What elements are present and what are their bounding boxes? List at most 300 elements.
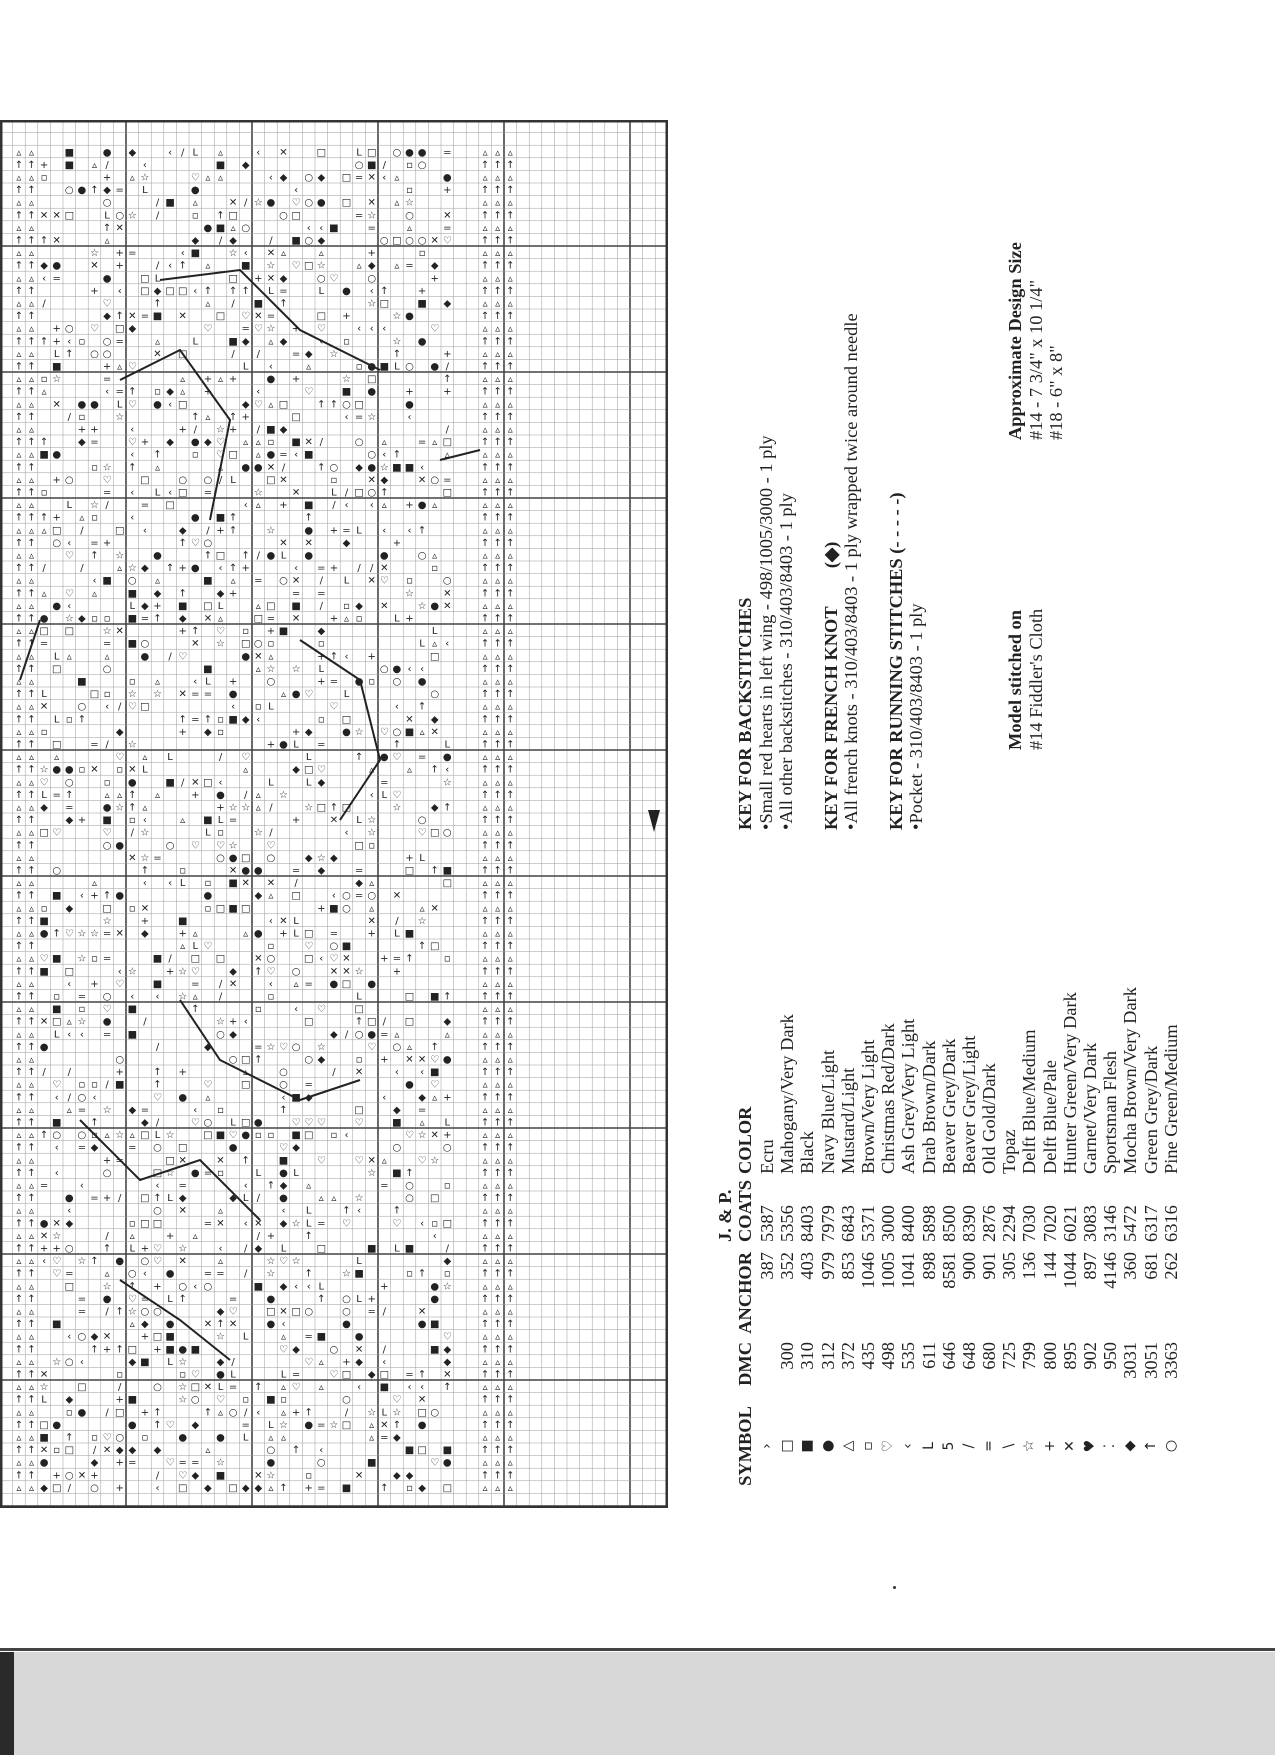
stitch-symbol: ▵	[28, 273, 35, 285]
stitch-symbol: ▵	[28, 197, 35, 209]
stitch-symbol: ▫	[330, 1130, 338, 1142]
stitch-symbol: ▵	[482, 676, 488, 688]
stitch-symbol: +	[165, 966, 175, 978]
stitch-symbol: ♡	[316, 1004, 326, 1016]
stitch-symbol: ☆	[354, 1193, 364, 1205]
anchor-cell: 136	[1019, 1252, 1040, 1280]
stitch-symbol: ↑	[65, 1432, 74, 1444]
stitch-symbol: □	[291, 411, 301, 423]
stitch-symbol: ▵	[28, 1004, 35, 1016]
stitch-symbol: ▵	[507, 676, 513, 688]
stitch-symbol: ☆	[342, 1268, 351, 1280]
stitch-symbol: ○	[417, 159, 427, 171]
stitch-symbol: ↑	[493, 336, 502, 348]
stitch-symbol: ▵	[154, 676, 161, 688]
stitch-symbol: ○	[153, 1306, 162, 1318]
stitch-symbol: =	[216, 1268, 225, 1280]
color-name-cell: Drab Brown/Dark	[918, 1040, 939, 1174]
table-row	[1060, 874, 1080, 1490]
stitch-symbol: ☆	[291, 1256, 301, 1268]
stitch-symbol: ◆	[367, 1369, 376, 1381]
stitch-symbol: ✕	[354, 1470, 364, 1482]
stitch-symbol: ↑	[480, 1167, 490, 1179]
stitch-symbol: ✕	[380, 600, 389, 612]
stitch-symbol: ●	[253, 928, 263, 940]
stitch-symbol: ▫	[103, 777, 111, 789]
stitch-symbol: ☆	[140, 827, 150, 839]
stitch-symbol: ▵	[369, 764, 375, 776]
stitch-symbol: □	[152, 1218, 163, 1230]
stitch-symbol: ▵	[495, 676, 501, 688]
stitch-symbol: ↑	[27, 1041, 36, 1053]
stitch-symbol: ♡	[304, 386, 314, 398]
stitch-symbol: ☆	[266, 1256, 276, 1268]
stitch-symbol: ▫	[103, 613, 111, 625]
stitch-symbol: ▵	[482, 903, 488, 915]
stitch-symbol: =	[291, 348, 301, 360]
stitch-symbol: ◆	[380, 474, 389, 486]
stitch-symbol: ●	[102, 147, 112, 159]
stitch-symbol: ↑	[506, 260, 515, 272]
stitch-symbol: □	[177, 348, 188, 360]
stitch-symbol: ♡	[216, 1394, 225, 1406]
stitch-symbol: ▵	[268, 336, 274, 348]
stitch-symbol: ▫	[317, 638, 325, 650]
stitch-symbol: ▫	[418, 248, 426, 260]
stitch-symbol: ♡	[52, 827, 62, 839]
stitch-symbol: ○	[354, 159, 364, 171]
stitch-symbol: ▵	[495, 878, 501, 890]
stitch-symbol: ▵	[16, 978, 22, 990]
symbol-cell: ›	[759, 1443, 775, 1449]
stitch-symbol: ↑	[493, 1419, 502, 1431]
stitch-symbol: ✕	[443, 588, 452, 600]
stitch-symbol: ♡	[52, 1256, 62, 1268]
stitch-symbol: ‹	[168, 399, 173, 411]
stitch-symbol: =	[140, 500, 150, 512]
stitch-symbol: ▵	[28, 676, 35, 688]
stitch-symbol: □	[303, 928, 314, 940]
stitch-symbol: ↑	[480, 210, 490, 222]
stitch-symbol: ↑	[14, 1142, 24, 1154]
stitch-symbol: □	[442, 437, 453, 449]
stitch-symbol: ▵	[104, 651, 110, 663]
stitch-symbol: ■	[165, 777, 175, 789]
stitch-symbol: ‹	[67, 1029, 72, 1041]
stitch-symbol: ↑	[203, 714, 213, 726]
symbol-cell: +	[1041, 1440, 1058, 1452]
stitch-notes	[735, 110, 927, 830]
stitch-symbol: ‹	[319, 953, 324, 965]
jp-coats-cell: 7979	[817, 1205, 838, 1242]
dmc-cell: 611	[918, 1342, 939, 1369]
stitch-symbol: ◆	[65, 815, 74, 827]
stitch-symbol: =	[392, 953, 402, 965]
stitch-symbol: □	[152, 1331, 163, 1343]
design-size-line: #18 - 6" x 8"	[1046, 345, 1066, 440]
stitch-symbol: ✕	[266, 462, 276, 474]
stitch-symbol: ○	[102, 840, 112, 852]
stitch-symbol: L	[356, 525, 362, 537]
stitch-symbol: ●	[241, 865, 251, 877]
stitch-symbol: ↑	[279, 1482, 288, 1494]
stitch-symbol: ▵	[482, 600, 488, 612]
stitch-symbol: ▵	[280, 1331, 287, 1343]
stitch-symbol: ♡	[64, 928, 74, 940]
stitch-symbol: ☆	[102, 1104, 112, 1116]
stitch-symbol: ▫	[217, 827, 224, 839]
stitch-symbol: ↑	[480, 890, 490, 902]
stitch-symbol: ■	[442, 1445, 453, 1457]
stitch-symbol: □	[429, 941, 440, 953]
stitch-symbol: ↑	[493, 1369, 502, 1381]
stitch-symbol: □	[341, 1419, 352, 1431]
stitch-symbol: ○	[127, 575, 137, 587]
stitch-symbol: ◆	[443, 1016, 452, 1028]
stitch-symbol: ●	[430, 1281, 440, 1293]
stitch-symbol: ♡	[329, 953, 339, 965]
stitch-symbol: ‹	[306, 222, 311, 234]
stitch-symbol: ↑	[493, 210, 502, 222]
stitch-symbol: ↑	[392, 739, 402, 751]
stitch-symbol: ▵	[482, 726, 488, 738]
stitch-symbol: =	[140, 1293, 150, 1305]
stitch-symbol: ☆	[102, 915, 112, 927]
color-name-cell: Christmas Red/Dark	[878, 1023, 899, 1174]
stitch-symbol: ◆	[292, 764, 300, 776]
stitch-symbol: ▵	[16, 348, 22, 360]
stitch-symbol: ↑	[493, 764, 502, 776]
stitch-symbol: ↑	[128, 802, 137, 814]
stitch-symbol: ‹	[407, 1382, 412, 1394]
stitch-symbol: ●	[291, 689, 301, 701]
stitch-symbol: ▵	[104, 235, 110, 247]
stitch-symbol: L	[356, 1293, 362, 1305]
stitch-symbol: ■	[291, 1130, 301, 1142]
stitch-symbol: ↑	[14, 210, 24, 222]
stitch-symbol: L	[53, 348, 60, 360]
stitch-symbol: ♡	[279, 1256, 288, 1268]
stitch-symbol: □	[316, 147, 327, 159]
stitch-symbol: ○	[253, 638, 263, 650]
stitch-symbol: ◆	[229, 1193, 237, 1205]
stitch-symbol: ○	[140, 1256, 150, 1268]
stitch-symbol: □	[64, 966, 75, 978]
stitch-symbol: ☆	[329, 348, 339, 360]
stitch-symbol: L	[230, 474, 236, 486]
stitch-symbol: ●	[241, 462, 251, 474]
stitch-symbol: ☆	[392, 802, 402, 814]
stitch-symbol: ○	[342, 1293, 351, 1305]
stitch-symbol: ▵	[28, 1130, 35, 1142]
stitch-symbol: ▵	[482, 852, 488, 864]
stitch-symbol: □	[127, 1344, 138, 1356]
stitch-symbol: ▵	[482, 878, 488, 890]
color-name-cell: Old Gold/Dark	[979, 1063, 1000, 1174]
stitch-symbol: ↑	[480, 487, 490, 499]
stitch-symbol: ↑	[14, 512, 24, 524]
stitch-symbol: L	[41, 1394, 47, 1406]
stitch-symbol: □	[379, 1369, 390, 1381]
stitch-symbol: ↑	[317, 1293, 326, 1305]
symbol-cell: ■	[799, 1439, 816, 1453]
stitch-symbol: ↑	[153, 1067, 162, 1079]
stitch-symbol: ●	[241, 651, 251, 663]
stitch-symbol: ✕	[430, 235, 439, 247]
stitch-symbol: ✕	[228, 865, 238, 877]
stitch-symbol: ✕	[254, 953, 263, 965]
stitch-symbol: ■	[278, 1155, 289, 1167]
stitch-symbol: ▵	[268, 890, 274, 902]
symbol-cell: ♡	[880, 1439, 897, 1453]
stitch-symbol: ▵	[16, 1331, 22, 1343]
stitch-symbol: +	[317, 676, 326, 688]
stitch-symbol: □	[341, 978, 352, 990]
stitch-symbol: +	[165, 1230, 175, 1242]
stitch-symbol: □	[51, 525, 62, 537]
stitch-symbol: □	[266, 1306, 276, 1318]
stitch-symbol: =	[329, 676, 339, 688]
stitch-symbol: ▵	[495, 525, 501, 537]
stitch-symbol: ↑	[380, 285, 389, 297]
stitch-symbol: ◆	[128, 323, 137, 335]
stitch-symbol: ◆	[204, 726, 212, 738]
stitch-symbol: ●	[367, 978, 377, 990]
stitch-symbol: ✕	[380, 563, 389, 575]
stitch-symbol: ■	[404, 1243, 415, 1255]
stitch-symbol: □	[140, 285, 150, 297]
stitch-symbol: ↑	[14, 361, 24, 373]
stitch-symbol: +	[291, 726, 301, 738]
stitch-symbol: ◆	[317, 777, 326, 789]
stitch-symbol: ▵	[318, 1193, 324, 1205]
stitch-symbol: ○	[367, 487, 377, 499]
stitch-symbol: +	[291, 374, 301, 386]
stitch-symbol: □	[442, 1482, 453, 1494]
stitch-symbol: ↑	[90, 1117, 99, 1129]
stitch-symbol: ↑	[27, 1218, 36, 1230]
stitch-symbol: ▵	[507, 726, 513, 738]
stitch-symbol: ↑	[14, 1243, 24, 1255]
stitch-symbol: □	[442, 487, 453, 499]
stitch-symbol: ↑	[14, 260, 24, 272]
stitch-symbol: ■	[228, 878, 238, 890]
scan-edge-shadow	[0, 1652, 14, 1755]
stitch-symbol: ♡	[316, 1117, 326, 1129]
stitch-symbol: ○	[266, 852, 276, 864]
stitch-symbol: ■	[140, 1356, 150, 1368]
stitch-symbol: ♡	[165, 1419, 175, 1431]
stitch-symbol: ↑	[27, 437, 36, 449]
stitch-symbol: □	[215, 953, 226, 965]
anchor-cell: 853	[837, 1252, 858, 1280]
stitch-symbol: ○	[64, 1356, 74, 1368]
stitch-symbol: ♡	[115, 978, 125, 990]
stitch-symbol: ▫	[443, 1268, 451, 1280]
stitch-symbol: ↑	[493, 235, 502, 247]
stitch-symbol: ↑	[102, 1243, 112, 1255]
stitch-symbol: ▵	[16, 1432, 22, 1444]
stitch-symbol: ↑	[493, 311, 502, 323]
stitch-symbol: ‹	[382, 525, 387, 537]
stitch-symbol: L	[142, 764, 148, 776]
stitch-symbol: ◆	[355, 600, 363, 612]
stitch-symbol: □	[240, 638, 251, 650]
stitch-symbol: ✕	[405, 1054, 414, 1066]
stitch-symbol: ✕	[354, 1067, 364, 1079]
stitch-symbol: ☆	[392, 311, 402, 323]
stitch-symbol: ✕	[417, 1306, 427, 1318]
stitch-symbol: ●	[367, 462, 377, 474]
stitch-symbol: ▵	[16, 1079, 22, 1091]
stitch-symbol: ↑	[493, 1142, 502, 1154]
stitch-symbol: ▵	[507, 273, 513, 285]
stitch-symbol: ▵	[482, 1029, 488, 1041]
stitch-symbol: □	[366, 374, 377, 386]
stitch-symbol: +	[115, 1067, 124, 1079]
stitch-symbol: □	[51, 1016, 62, 1028]
jp-coats-cell: 5356	[777, 1205, 798, 1242]
stitch-symbol: ↑	[14, 1293, 24, 1305]
stitch-symbol: ▵	[28, 172, 35, 184]
stitch-symbol: ↑	[493, 714, 502, 726]
stitch-symbol: ↑	[14, 462, 24, 474]
stitch-symbol: =	[102, 1029, 112, 1041]
stitch-symbol: ✕	[140, 903, 150, 915]
symbol-cell: ♥	[1082, 1439, 1098, 1453]
stitch-symbol: ↑	[27, 941, 36, 953]
stitch-symbol: ▵	[507, 1432, 513, 1444]
stitch-symbol: ●	[52, 260, 62, 272]
stitch-symbol: □	[240, 903, 251, 915]
stitch-symbol: ✕	[39, 210, 49, 222]
stitch-symbol: =	[77, 991, 87, 1003]
stitch-symbol: ↑	[153, 1407, 162, 1419]
stitch-symbol: ▵	[394, 1029, 400, 1041]
stitch-symbol: =	[241, 323, 250, 335]
stitch-symbol: ■	[429, 1067, 440, 1079]
stitch-symbol: +	[317, 903, 326, 915]
stitch-symbol: =	[52, 789, 61, 801]
stitch-symbol: □	[203, 777, 213, 789]
stitch-symbol: ■	[253, 1281, 264, 1293]
stitch-symbol: ‹	[420, 1067, 425, 1079]
stitch-symbol: ▵	[331, 1193, 337, 1205]
symbol-cell: ▫	[859, 1441, 876, 1451]
stitch-symbol: ●	[266, 1293, 276, 1305]
table-row	[999, 874, 1019, 1490]
stitch-symbol: /	[42, 298, 46, 310]
stitch-symbol: ‹	[117, 285, 122, 297]
stitch-symbol: ◆	[292, 1344, 300, 1356]
stitch-symbol: ◆	[279, 336, 288, 348]
stitch-symbol: ▵	[28, 1205, 35, 1217]
stitch-symbol: ▵	[16, 827, 22, 839]
stitch-symbol: =	[128, 1457, 137, 1469]
stitch-symbol: ○	[115, 210, 125, 222]
stitch-symbol: ☆	[64, 613, 74, 625]
stitch-symbol: ▵	[293, 978, 299, 990]
stitch-symbol: ↑	[493, 1293, 502, 1305]
stitch-symbol: +	[241, 411, 250, 423]
stitch-symbol: =	[128, 248, 137, 260]
stitch-symbol: ♡	[279, 1041, 288, 1053]
stitch-symbol: ●	[127, 777, 137, 789]
stitch-symbol: +	[153, 1281, 162, 1293]
stitch-symbol: ‹	[67, 600, 72, 612]
stitch-symbol: ▵	[16, 726, 22, 738]
stitch-symbol: ▵	[217, 172, 224, 184]
stitch-symbol: ○	[442, 575, 452, 587]
stitch-symbol: ♡	[367, 1041, 377, 1053]
stitch-symbol: L	[268, 285, 274, 297]
stitch-symbol: ↑	[506, 714, 515, 726]
stitch-symbol: ○	[64, 185, 74, 197]
stitch-symbol: ●	[405, 147, 414, 159]
stitch-symbol: ▵	[230, 222, 236, 234]
stitch-symbol: ●	[253, 865, 263, 877]
anchor-cell: 1044	[1059, 1252, 1080, 1289]
stitch-symbol: ▵	[495, 500, 501, 512]
stitch-symbol: ◆	[355, 878, 363, 890]
color-name-cell: Pine Green/Medium	[1160, 1024, 1181, 1174]
stitch-symbol: ♡	[329, 273, 339, 285]
stitch-symbol: ■	[51, 361, 62, 373]
stitch-symbol: ↑	[493, 1445, 502, 1457]
stitch-symbol: ♡	[52, 1268, 62, 1280]
stitch-symbol: ↑	[27, 764, 36, 776]
stitch-symbol: ♡	[190, 1117, 200, 1129]
anchor-cell: 262	[1160, 1252, 1181, 1280]
stitch-symbol: ■	[51, 953, 62, 965]
stitch-symbol: ◆	[443, 1356, 452, 1368]
stitch-symbol: ■	[341, 1482, 352, 1494]
stitch-symbol: ▵	[482, 273, 488, 285]
stitch-symbol: □	[379, 298, 390, 310]
stitch-symbol: ↑	[380, 487, 389, 499]
stitch-symbol: ↑	[27, 185, 36, 197]
stitch-symbol: ■	[354, 1268, 364, 1280]
stitch-symbol: ◆	[115, 726, 124, 738]
stitch-symbol: ↑	[14, 689, 24, 701]
stitch-symbol: □	[39, 626, 49, 638]
stitch-symbol: =	[291, 588, 301, 600]
stitch-symbol: ↑	[52, 928, 61, 940]
stitch-symbol: ●	[342, 285, 351, 297]
jp-coats-cell: 3000	[878, 1205, 899, 1242]
stitch-symbol: ◆	[204, 437, 212, 449]
stitch-symbol: ‹	[67, 1205, 72, 1217]
stitch-symbol: ↑	[493, 260, 502, 272]
stitch-symbol: ↑	[14, 1419, 24, 1431]
stitch-symbol: ↑	[506, 915, 515, 927]
stitch-symbol: ○	[52, 1130, 62, 1142]
stitch-symbol: ▵	[507, 1054, 513, 1066]
stitch-symbol: ↑	[480, 638, 490, 650]
stitch-symbol: ‹	[331, 890, 336, 902]
stitch-symbol: ○	[102, 197, 112, 209]
stitch-symbol: ‹	[67, 1331, 72, 1343]
stitch-symbol: ‹	[130, 424, 135, 436]
backstitch-item: •Small red hearts in left wing - 498/1005/3000 - 1 ply	[755, 435, 776, 830]
stitch-symbol: /	[244, 1268, 248, 1280]
header-jp-line1: J. & P.	[715, 1189, 735, 1242]
stitch-symbol: ●	[165, 1319, 175, 1331]
stitch-symbol: ✕	[342, 966, 351, 978]
stitch-symbol: ☆	[442, 1281, 452, 1293]
stitch-symbol: ▵	[306, 1180, 312, 1192]
stitch-symbol: ♡	[127, 1293, 137, 1305]
